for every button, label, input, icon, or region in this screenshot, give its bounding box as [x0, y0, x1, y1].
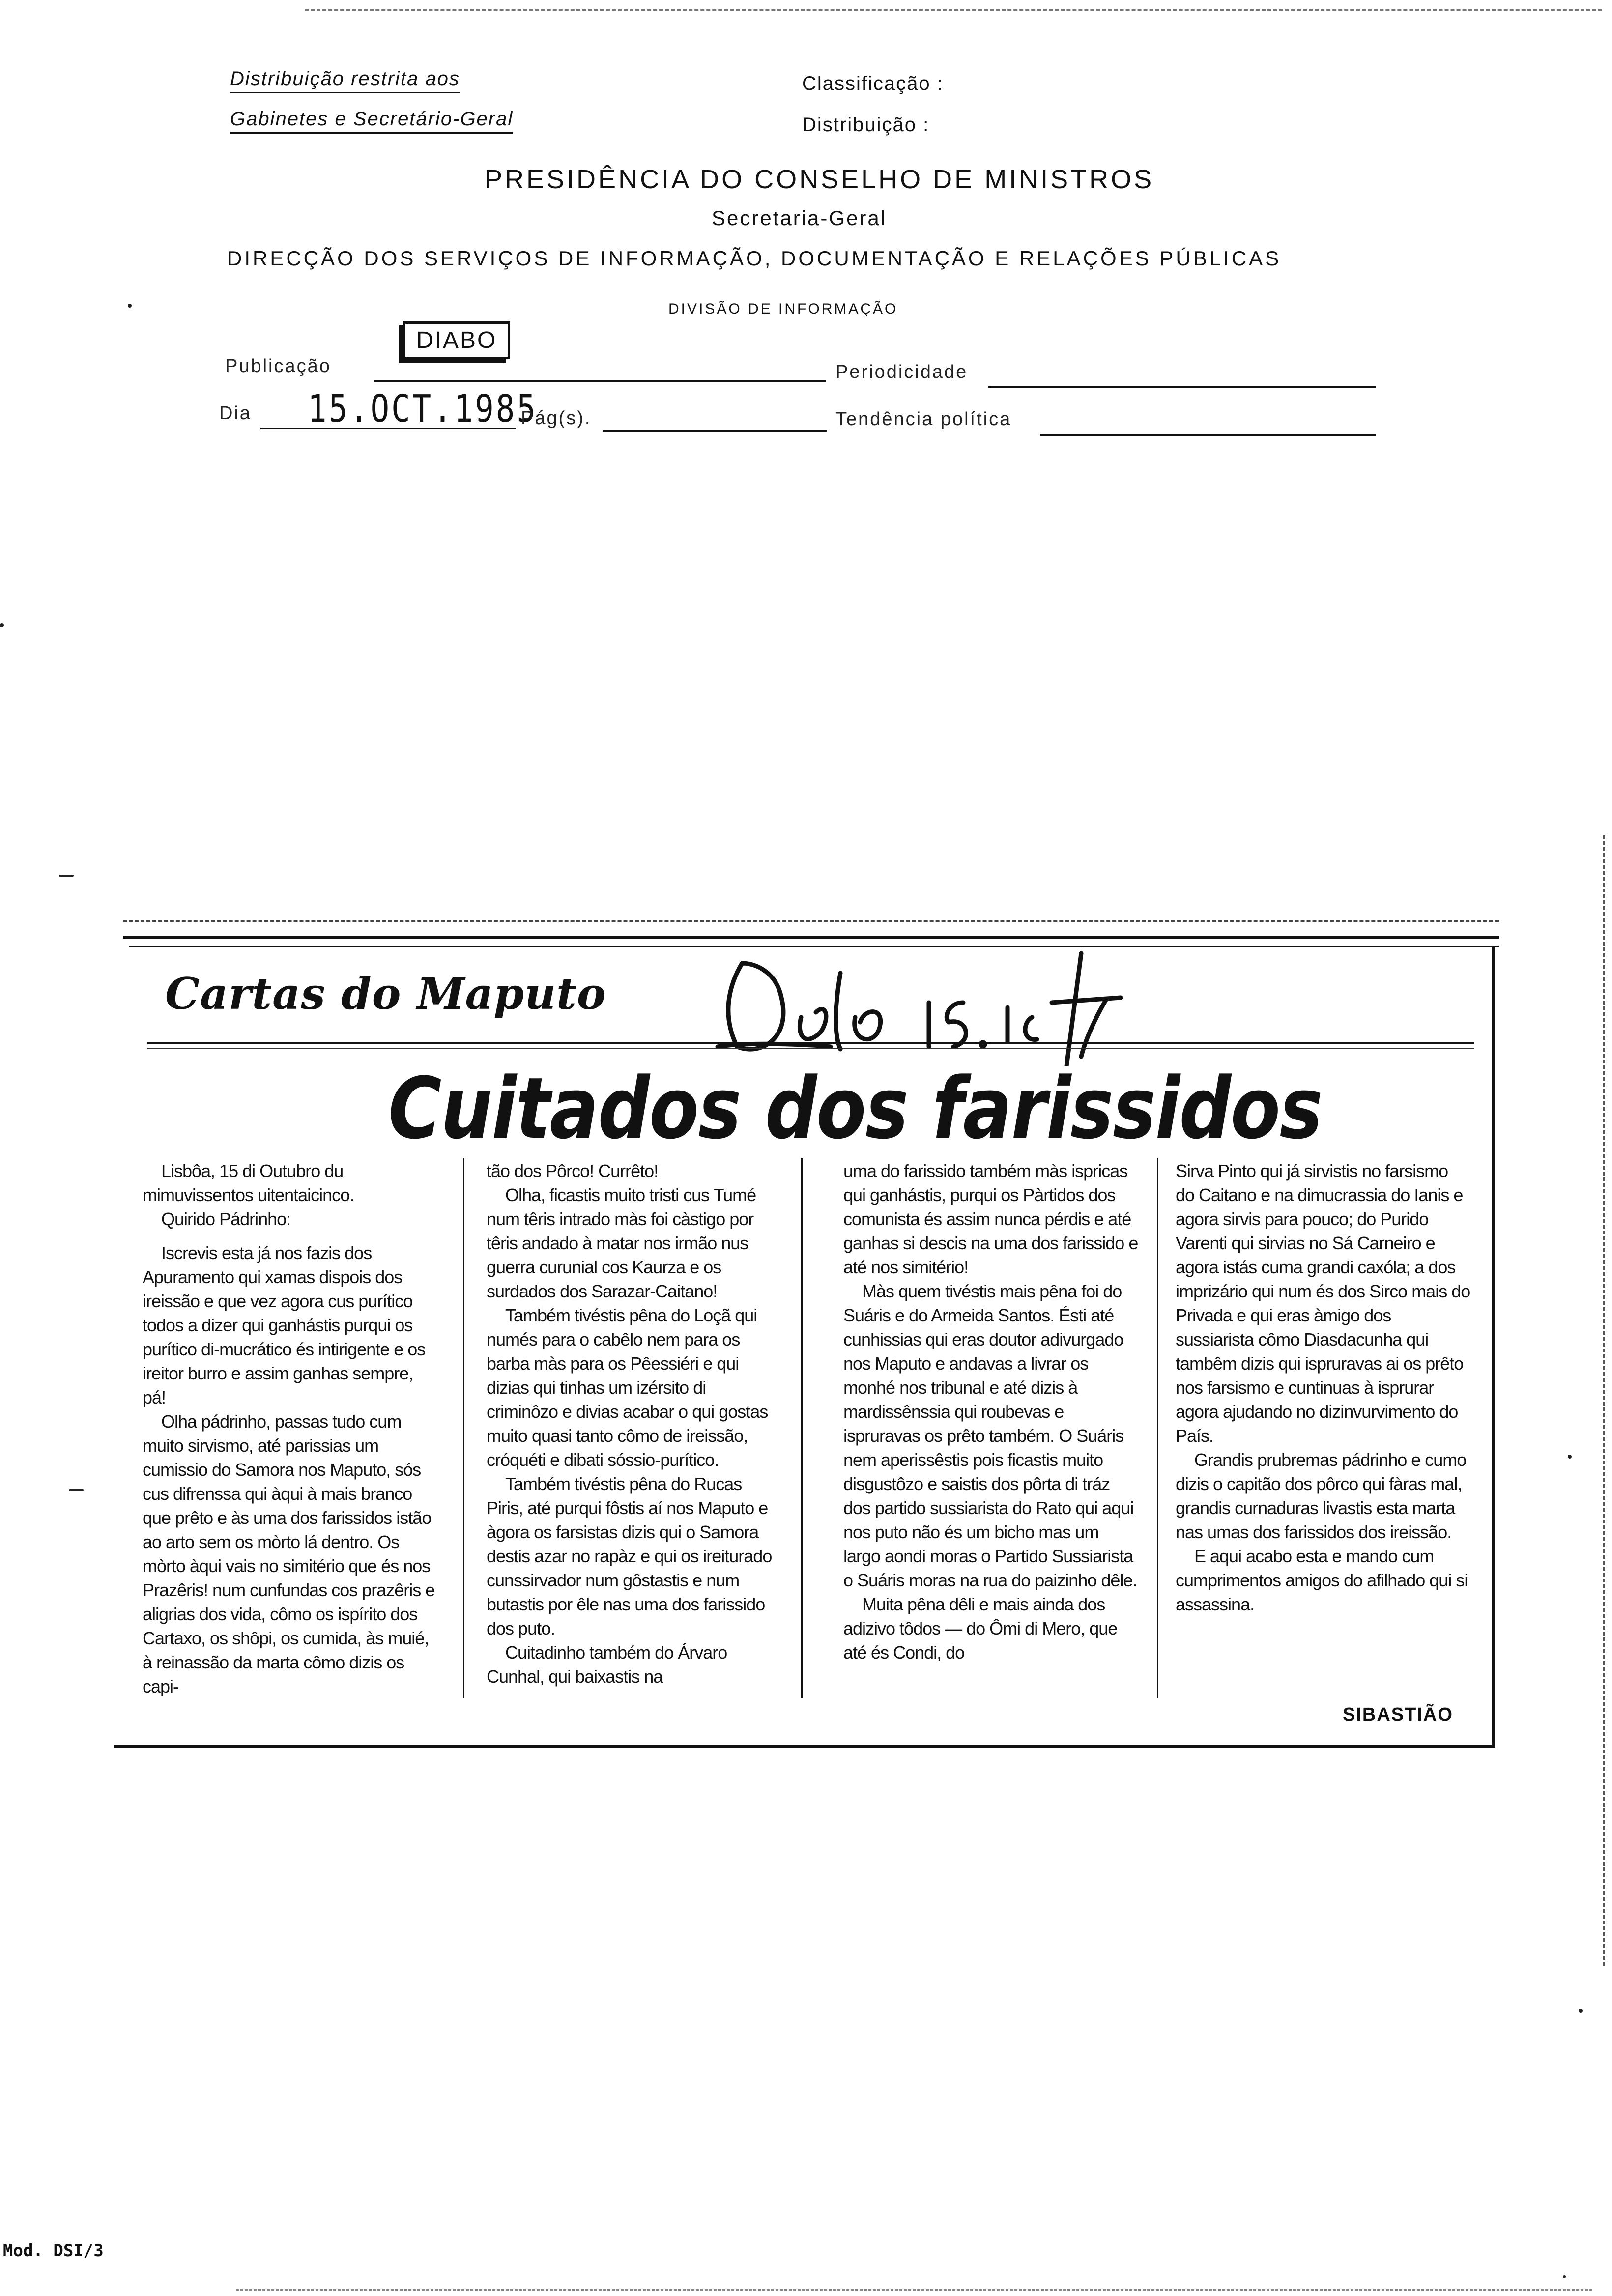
- form-model-code: Mod. DSI/3: [3, 2241, 104, 2261]
- col3-paragraph-3: Muita pêna dêli e mais ainda dos adizivo tôdos — do Ômi di Mero, que até és Condi, do: [843, 1594, 1118, 1663]
- distribution-restriction-line1: Distribuição restrita aos: [230, 68, 460, 93]
- clipping-right-border: [1492, 946, 1495, 1747]
- speck: [1568, 1455, 1572, 1459]
- article-column-1: [143, 1159, 437, 1734]
- publication-stamp: DIABO: [403, 321, 510, 359]
- presidency-title: PRESIDÊNCIA DO CONSELHO DE MINISTROS: [485, 165, 1154, 194]
- article-signature: SIBASTIÃO: [1343, 1704, 1453, 1725]
- col1-paragraph-5: Olha pádrinho, passas tudo cum muito sirvismo, até parissias um cumissio do Samora nos Maputo, sós cus difrenssa qui àqui à mais branco que prêto e às uma dos farissidos istão ao arto sem os mòrto lá dentro. Os mòrto àqui vais no simitério que és nos Prazêris! num cunfundas cos prazêris e aligrias dos vida, cômo os ispírito dos Cartaxo, os shôpi, os cumida, às muié, à reinassão da marta cômo dizis os capi-: [143, 1411, 435, 1696]
- clipping-bottom-rule: [114, 1745, 1495, 1748]
- col4-paragraph-3: E aqui acabo esta e mando cum cumprimentos amigos do afilhado qui si assassina.: [1176, 1546, 1468, 1614]
- secretariat-title: Secretaria-Geral: [712, 206, 887, 230]
- distribution-label: Distribuição :: [802, 114, 930, 136]
- section-title: Cartas do Maputo: [165, 968, 606, 1019]
- col2-paragraph-4: Também tivéstis pêna do Rucas Piris, até purqui fôstis aí nos Maputo e àgora os farsistas dizis qui o Samora destis azar no rapàz e qui os ireiturado cunssirvador num gôstastis e num butastis por êle nas uma dos farissido dos puto.: [487, 1474, 772, 1638]
- speck: [1579, 2009, 1583, 2013]
- col2-paragraph-3: Também tivéstis pêna do Loçã qui numés para o cabêlo nem para os barba màs para os Pêessiéri e qui dizias qui tinhas um izérsito di criminôzo e divias acabar o qui gostas muito quasi tanto cômo de ireissão, cróquéti e dibati sóssio-purítico.: [487, 1305, 768, 1470]
- speck: [69, 1489, 84, 1491]
- col1-paragraph-4: Iscrevis esta já nos fazis dos Apuramento qui xamas dispois dos ireissão e que vez agora cus purítico todos a dizer qui ganhástis purqui os purítico di-mucrático és intirigente e os ireitor burro e assim ganhas sempre, pá!: [143, 1243, 426, 1407]
- speck: [59, 875, 74, 877]
- classification-label: Classificação :: [802, 73, 944, 94]
- col3-paragraph-2: Màs quem tivéstis mais pêna foi do Suáris e do Armeida Santos. Ésti até cunhissias qui eras doutor adivurgado nos Maputo e andavas a livrar os monhé nos tribunal e até dizis à mardissênssia qui roubevas e ispruravas os prêto também. O Suáris nem aperissêstis pois ficastis muito disgustôzo e saistis dos pôrta di tráz dos partido sussiarista do Rato qui aqui nos puto não és um bicho mas um largo aondi moras o Partido Sussiarista o Suáris moras na rua do paizinho dêle.: [843, 1281, 1137, 1590]
- speck: [1563, 2275, 1566, 2278]
- col3-paragraph-1: uma do farissido também màs ispricas qui ganhástis, purqui os Pàrtidos dos comunista és assim nunca pérdis e até ganhas si descis na uma dos farissido e até nos simitério!: [843, 1161, 1138, 1277]
- clipping-top-dashes: [123, 920, 1499, 922]
- col4-paragraph-2: Grandis prubremas pádrinho e cumo dizis o capitão dos pôrco qui fàras mal, grandis curnaduras livastis esta marta nas umas dos farissidos dos ireissão.: [1176, 1450, 1467, 1542]
- article-headline: Cuitados dos farissidos: [388, 1059, 1322, 1158]
- article-column-3: [843, 1159, 1138, 1734]
- col4-paragraph-1: Sirva Pinto qui já sirvistis no farsismo do Caitano e na dimucrassia do Ianis e agora sirvis para pouco; do Purido Varenti qui sirvias no Sá Carneiro e agora istás cuma grandi caxóla; a dos imprizário qui num és dos Sirco mais do Privada e qui eras àmigo dos sussiarista cômo Diasdacunha qui tambêm dizis qui ispruravas ai os prêto nos farsismo e cuntinuas à isprurar agora ajudando no dizinvurvimento do País.: [1176, 1161, 1470, 1446]
- day-fill-line: [260, 428, 516, 429]
- article-column-2: [487, 1159, 781, 1734]
- publication-fill-line: [374, 380, 826, 382]
- day-label: Dia: [219, 403, 252, 424]
- column-divider-1: [463, 1158, 464, 1698]
- top-dotted-edge: [305, 9, 1602, 11]
- division-title: DIVISÃO DE INFORMAÇÃO: [668, 301, 898, 317]
- speck: [128, 304, 132, 308]
- tendency-fill-line: [1040, 434, 1376, 436]
- periodicity-label: Periodicidade: [835, 362, 968, 382]
- col2-paragraph-2: Olha, ficastis muito tristi cus Tumé num têris intrado màs foi càstigo por têris andado à matar nos irmão nus guerra curunial cos Kaurza e os surdados dos Sarazar-Caitano!: [487, 1185, 756, 1301]
- article-column-4: [1176, 1159, 1470, 1699]
- publication-label: Publicação: [225, 356, 331, 376]
- form-header: [0, 0, 1612, 482]
- newspaper-clipping: [0, 894, 1612, 1867]
- col1-paragraph-1: Lisbôa, 15 di Outubro du mimuvissentos uitentaicinco.: [143, 1161, 354, 1205]
- col2-paragraph-5: Cuitadinho também do Árvaro Cunhal, qui baixastis na: [487, 1642, 727, 1687]
- column-divider-2: [801, 1158, 803, 1698]
- speck: [0, 623, 4, 627]
- section-rule: [147, 1042, 1474, 1044]
- column-divider-3: [1157, 1158, 1158, 1698]
- col1-paragraph-2: Quirido Pádrinho:: [161, 1209, 291, 1229]
- directorate-title: DIRECÇÃO DOS SERVIÇOS DE INFORMAÇÃO, DOCUMENTAÇÃO E RELAÇÕES PÚBLICAS: [227, 247, 1282, 270]
- section-rule-shadow: [147, 1048, 1474, 1049]
- right-edge-scan-noise: [1603, 835, 1605, 1966]
- periodicity-fill-line: [988, 386, 1376, 388]
- col2-paragraph-1: tão dos Pôrco! Currêto!: [487, 1161, 659, 1181]
- pages-label: Pág(s).: [521, 408, 592, 429]
- col1-paragraph-3: [143, 1231, 437, 1241]
- distribution-restriction-line2: Gabinetes e Secretário-Geral: [230, 108, 513, 134]
- political-tendency-label: Tendência política: [835, 409, 1012, 430]
- bottom-dotted-edge: [236, 2289, 1592, 2291]
- date-stamp: 15.OCT.1985: [308, 387, 538, 431]
- clipping-top-rule: [123, 936, 1499, 939]
- pages-fill-line: [603, 430, 827, 432]
